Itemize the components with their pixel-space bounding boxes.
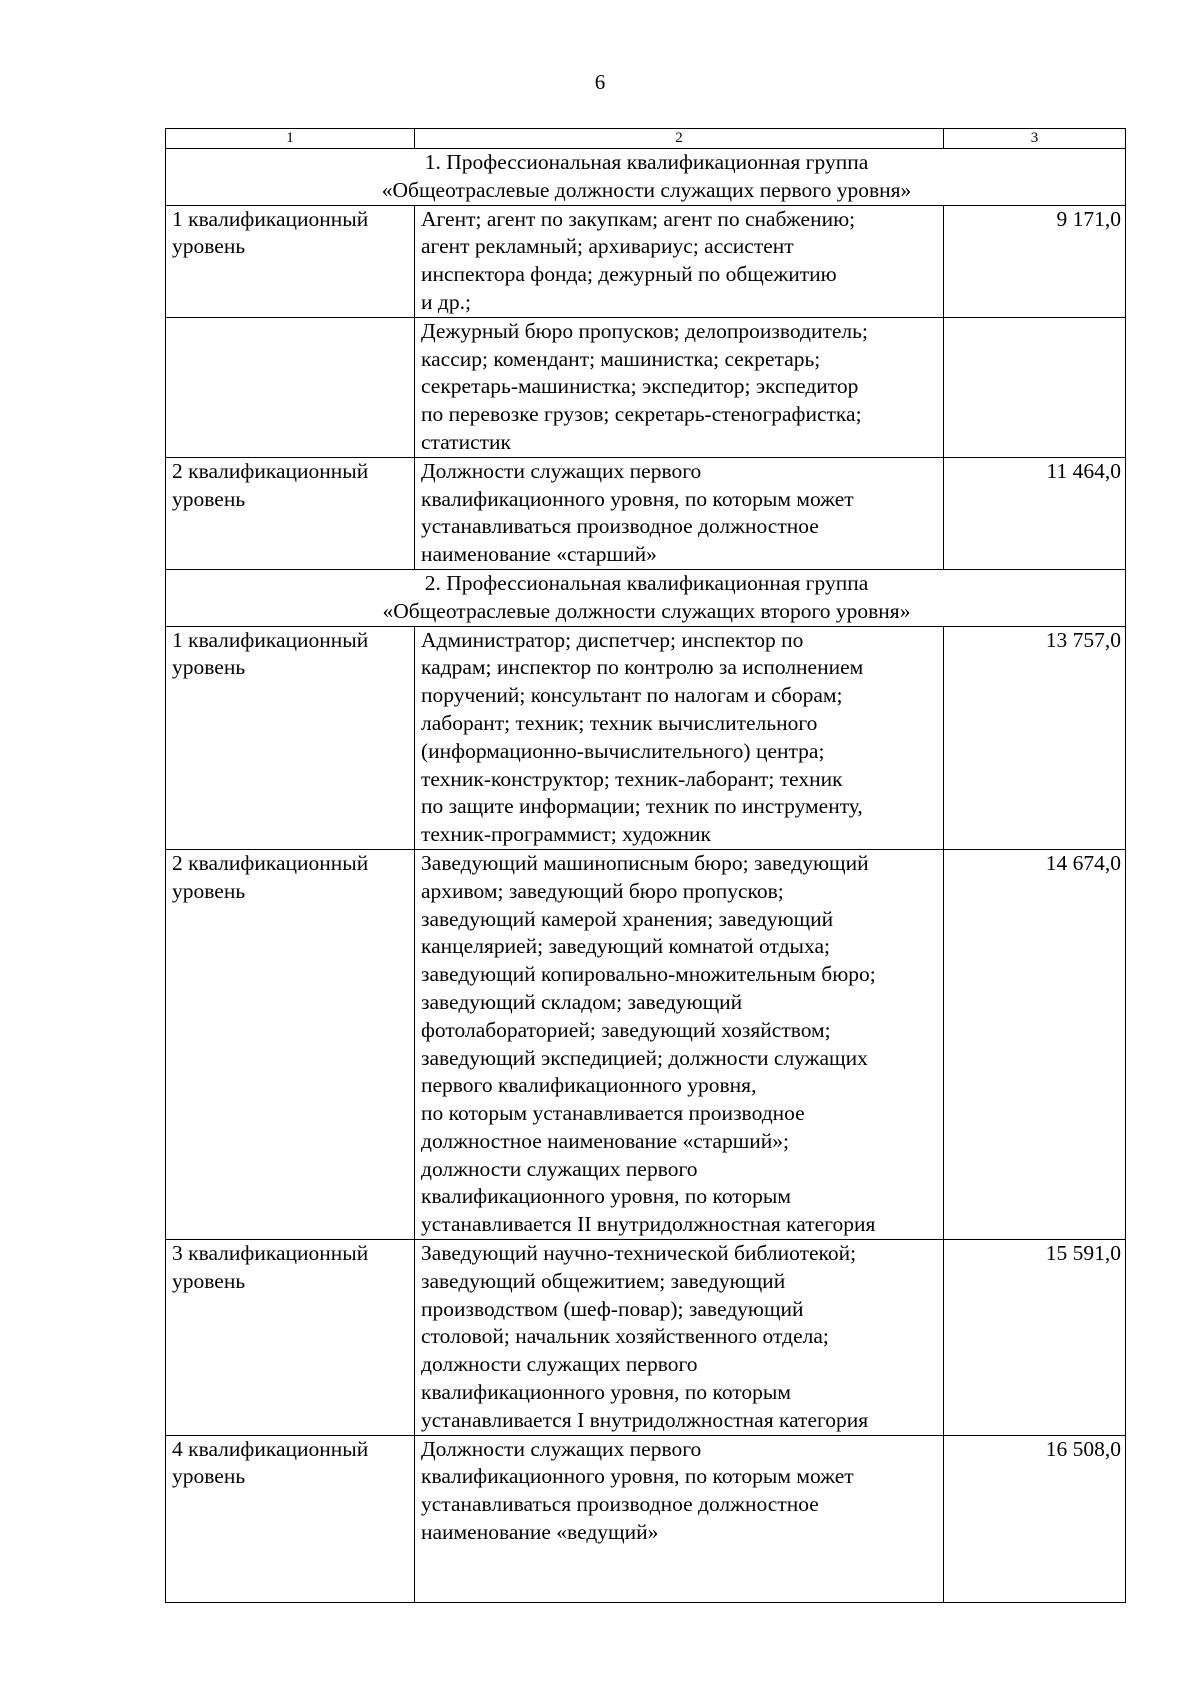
group-header-row: [166, 149, 1126, 206]
amount-cell: 13 757,0: [944, 626, 1126, 849]
positions-cell: Дежурный бюро пропусков; делопроизводитель; кассир; комендант; машинистка; секретарь; секретарь-машинистка; экспедитор; экспедитор по перевозке грузов; секретарь-стенографистка; статистик: [415, 317, 944, 457]
amount-cell: 15 591,0: [944, 1240, 1126, 1436]
group-title-line: 2. Профессиональная квалификационная группа: [424, 570, 869, 595]
qualification-level-cell: 2 квалификационный уровень: [166, 849, 415, 1239]
positions-cell: [415, 1435, 944, 1602]
positions-cell: Заведующий научно-технической библиотекой; заведующий общежитием; заведующий производством (шеф-повар); заведующий столовой; начальник хозяйственного отдела; должности служащих первого квалификационного уровня, по которым устанавливается I внутридолжностная категория: [415, 1240, 944, 1436]
column-number: 2: [415, 129, 944, 149]
table-row: [166, 626, 1126, 849]
qualification-level-cell: 1 квалификационный уровень: [166, 626, 415, 849]
amount-cell: 9 171,0: [944, 205, 1126, 317]
positions-cell: Агент; агент по закупкам; агент по снабжению; агент рекламный; архивариус; ассистент инспектора фонда; дежурный по общежитию и др.;: [415, 205, 944, 317]
qualification-level-cell: 2 квалификационный уровень: [166, 457, 415, 569]
positions-text: Должности служащих первого квалификационного уровня, по которым может устанавливаться производное должностное наименование «ведущий»: [421, 1436, 854, 1545]
group-title-line: «Общеотраслевые должности служащих второго уровня»: [382, 598, 911, 623]
table-row: [166, 1435, 1126, 1602]
group-title-line: «Общеотраслевые должности служащих первого уровня»: [381, 177, 912, 202]
qualification-level-cell: [166, 317, 415, 457]
group-title-line: 1. Профессиональная квалификационная группа: [424, 150, 869, 174]
table-row: [166, 205, 1126, 317]
table-row: [166, 849, 1126, 1239]
amount-cell: 16 508,0: [944, 1435, 1126, 1602]
table-row: [166, 317, 1126, 457]
group-title: [166, 149, 1126, 206]
amount-cell: [944, 317, 1126, 457]
positions-cell: Заведующий машинописным бюро; заведующий архивом; заведующий бюро пропусков; заведующий камерой хранения; заведующий канцелярией; заведующий комнатой отдыха; заведующий копировально-множительным бюро; заведующий складом; заведующий фотолабораторией; заведующий хозяйством; заведующий экспедицией; должности служащих первого квалификационного уровня, по которым устанавливается производное должностное наименование «старший»; должности служащих первого квалификационного уровня, по которым устанавливается II внутридолжностная категория: [415, 849, 944, 1239]
table-row: [166, 457, 1126, 569]
salary-table: [165, 128, 1126, 1603]
group-title: [166, 569, 1126, 626]
qualification-level-cell: 3 квалификационный уровень: [166, 1240, 415, 1436]
amount-cell: 11 464,0: [944, 457, 1126, 569]
amount-cell: 14 674,0: [944, 849, 1126, 1239]
qualification-level-cell: 4 квалификационный уровень: [166, 1435, 415, 1602]
cell-spacer: [421, 1547, 939, 1602]
column-number: 3: [944, 129, 1126, 149]
positions-cell: Должности служащих первого квалификационного уровня, по которым может устанавливаться производное должностное наименование «старший»: [415, 457, 944, 569]
table-row: [166, 1240, 1126, 1436]
group-header-row: [166, 569, 1126, 626]
positions-cell: Администратор; диспетчер; инспектор по кадрам; инспектор по контролю за исполнением поручений; консультант по налогам и сборам; лаборант; техник; техник вычислительного (информационно-вычислительного) центра; техник-конструктор; техник-лаборант; техник по защите информации; техник по инструменту, техник-программист; художник: [415, 626, 944, 849]
qualification-level-cell: 1 квалификационный уровень: [166, 205, 415, 317]
column-number-row: [166, 129, 1126, 149]
column-number: 1: [166, 129, 415, 149]
page-number: 6: [594, 70, 606, 94]
